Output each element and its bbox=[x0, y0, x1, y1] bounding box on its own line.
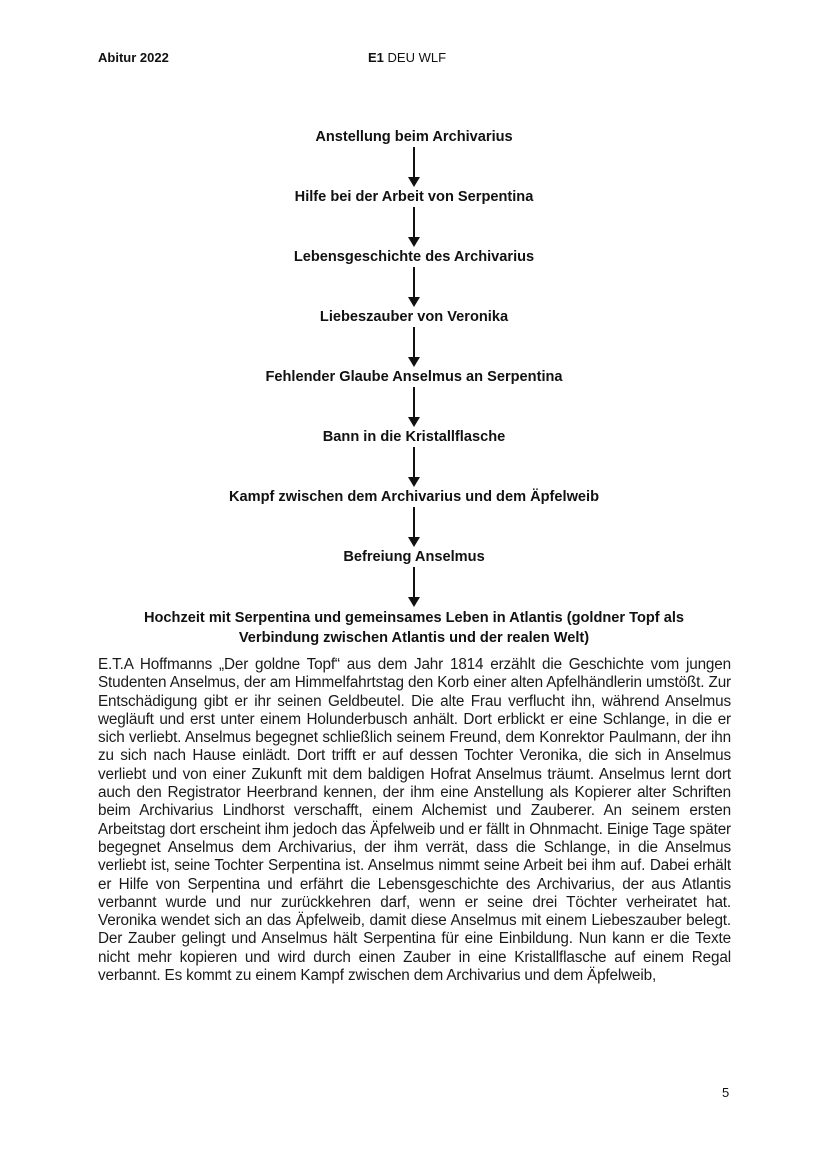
flow-step-2: Hilfe bei der Arbeit von Serpentina bbox=[294, 189, 534, 205]
summary-paragraph: E.T.A Hoffmanns „Der goldne Topf“ aus dem Jahr 1814 erzählt die Geschichte vom jungen Studenten Anselmus, der am Himmelfahrtstag den Korb einer alten Apfelhändlerin umstößt. Zur Entschädigung gibt er ihr seinen Geldbeutel. Die alte Frau verflucht ihn, während Anselmus wegläuft und erst unter einem Holunderbusch anhält. Dort erblickt er eine Schlange, in die er sich verliebt. Anselmus begegnet schließlich seinem Freund, dem Konrektor Paulmann, der ihn zu sich nach Hause einlädt. Dort trifft er auf dessen Tochter Veronika, die sich in Anselmus verliebt und von einer Zukunft mit dem baldigen Hofrat Anselmus träumt. Anselmus lernt dort auch den Registrator Heerbrand kennen, der ihm eine Anstellung als Kopierer alter Schriften beim Archivarius Lindhorst verschafft, einem Alchemist und Zauberer. An seinem ersten Arbeitstag dort erscheint ihm jedoch das Äpfelweib und er fällt in Ohnmacht. Einige Tage später begegnet Anselmus dem Archivarius, der ihm verrät, dass die Schlange, in die Anselmus verliebt ist, seine Tochter Serpentina ist. Anselmus nimmt seine Arbeit bei ihm auf. Dabei erhält er Hilfe von Serpentina und erfährt die Lebensgeschichte des Archivarius, der aus Atlantis verbannt wurde und nur zurückkehren darf, wenn er seine drei Töchter verheiratet hat. Veronika wendet sich an das Äpfelweib, damit diese Anselmus mit einem Liebeszauber belegt. Der Zauber gelingt und Anselmus hält Serpentina für eine Einbildung. Nun kann er die Texte nicht mehr kopieren und wird durch einen Zauber in eine Kristallflasche auf einem Regal verbannt. Es kommt zu einem Kampf zwischen dem Archivarius und dem Äpfelweib, bbox=[98, 656, 731, 985]
flow-step-5: Fehlender Glaube Anselmus an Serpentina bbox=[265, 369, 563, 385]
arrow-down-icon bbox=[407, 207, 421, 248]
flow-step-3: Lebensgeschichte des Archivarius bbox=[293, 249, 535, 265]
flow-step-7: Kampf zwischen dem Archivarius und dem Äpfelweib bbox=[228, 489, 600, 505]
flow-step-4: Liebeszauber von Veronika bbox=[319, 309, 509, 325]
header-exam-title: Abitur 2022 bbox=[98, 50, 169, 65]
plot-flowchart bbox=[100, 128, 728, 648]
header-course-code-bold: E1 bbox=[368, 50, 384, 65]
header-course-code-rest: DEU WLF bbox=[383, 50, 447, 65]
header-course-code bbox=[368, 50, 446, 65]
flow-step-6: Bann in die Kristallflasche bbox=[322, 429, 506, 445]
arrow-down-icon bbox=[407, 387, 421, 428]
arrow-down-icon bbox=[407, 147, 421, 188]
flow-step-1: Anstellung beim Archivarius bbox=[315, 129, 513, 145]
flow-step-8: Befreiung Anselmus bbox=[343, 549, 485, 565]
arrow-down-icon bbox=[407, 447, 421, 488]
arrow-down-icon bbox=[407, 567, 421, 608]
arrow-down-icon bbox=[407, 327, 421, 368]
arrow-down-icon bbox=[407, 507, 421, 548]
arrow-down-icon bbox=[407, 267, 421, 308]
flow-step-final-line-2: Verbindung zwischen Atlantis und der realen Welt) bbox=[238, 630, 590, 646]
page-number: 5 bbox=[722, 1085, 730, 1100]
flow-step-final-line-1: Hochzeit mit Serpentina und gemeinsames Leben in Atlantis (goldner Topf als bbox=[143, 610, 685, 626]
